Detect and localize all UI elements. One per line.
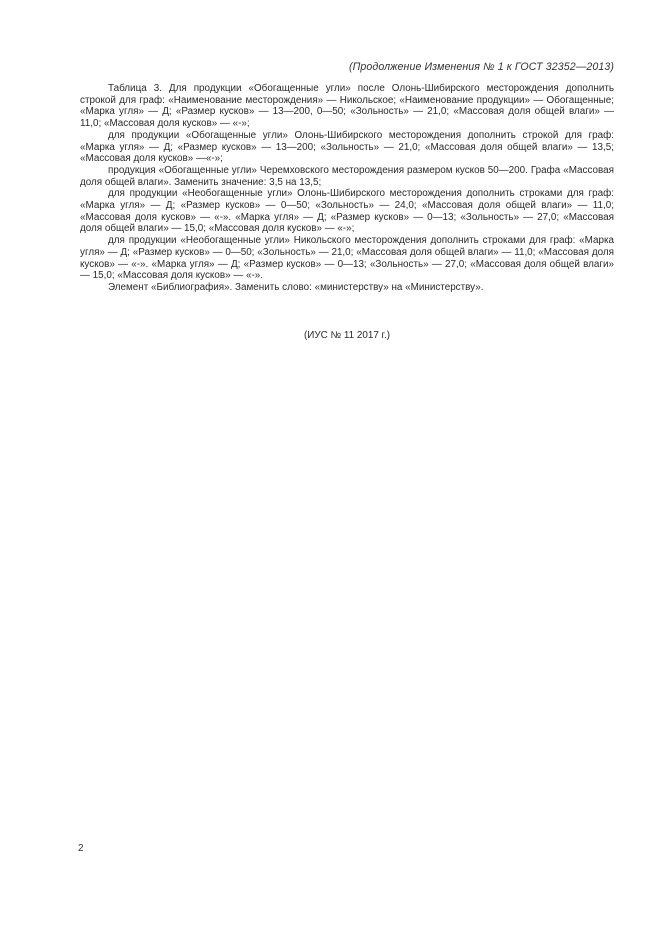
paragraph-table-3: Таблица 3. Для продукции «Обогащенные угли» после Олонь-Шибирского месторождения дополнить строкой для граф: «Наименование месторождения» — Никольское; «Наименование продукции» — Обогащенные; «Марка угля» — Д; «Размер кусков» — 13—200, 0—50; «Зольность» — 21,0; «Массовая доля общей влаги» — 11,0; «Массовая доля кусков» — «-»;	[80, 83, 614, 130]
paragraph-olon-shibirsky-raw: для продукции «Необогащенные угли» Олонь-Шибирского месторождения дополнить строками для граф: «Марка угля» — Д; «Размер кусков» — 0—50; «Зольность» — 24,0; «Массовая доля общей влаги» — 11,0; «Массовая доля кусков» — «-». «Марка угля» — Д; «Размер кусков» — 0—13; «Зольность» — 27,0; «Массовая доля общей влаги» — 15,0; «Массовая доля кусков» — «-»;	[80, 188, 614, 235]
paragraph-cheremkhovsky: продукция «Обогащенные угли» Черемховского месторождения размером кусков 50—200. Графа «Массовая доля общей влаги». Заменить значение: 3,5 на 13,5;	[80, 164, 614, 188]
paragraph-nikolsky-raw: для продукции «Необогащенные угли» Никольского месторождения дополнить строками для граф: «Марка угля» — Д; «Размер кусков» — 0—50; «Зольность» — 21,0; «Массовая доля общей влаги» — 11,0; «Массовая доля кусков» — «-». «Марка угля» — Д; «Размер кусков» — 0—13; «Зольность» — 27,0; «Массовая доля общей влаги» — 15,0; «Массовая доля кусков» — «-».	[80, 235, 614, 282]
continuation-header: (Продолжение Изменения № 1 к ГОСТ 32352—2013)	[348, 61, 614, 73]
ius-source-note: (ИУС № 11 2017 г.)	[303, 330, 390, 341]
paragraph-bibliography: Элемент «Библиография». Заменить слово: «министерству» на «Министерству».	[108, 281, 484, 293]
amendment-body	[80, 83, 614, 294]
paragraph-olon-shibirsky-enriched: для продукции «Обогащенные угли» Олонь-Шибирского месторождения дополнить строкой для граф: «Марка угля» — Д; «Размер кусков» — 13—200; «Зольность» — 21,0; «Массовая доля общей влаги» — 13,5; «Массовая доля кусков» —«-»;	[80, 129, 614, 165]
page-number: 2	[78, 843, 84, 854]
